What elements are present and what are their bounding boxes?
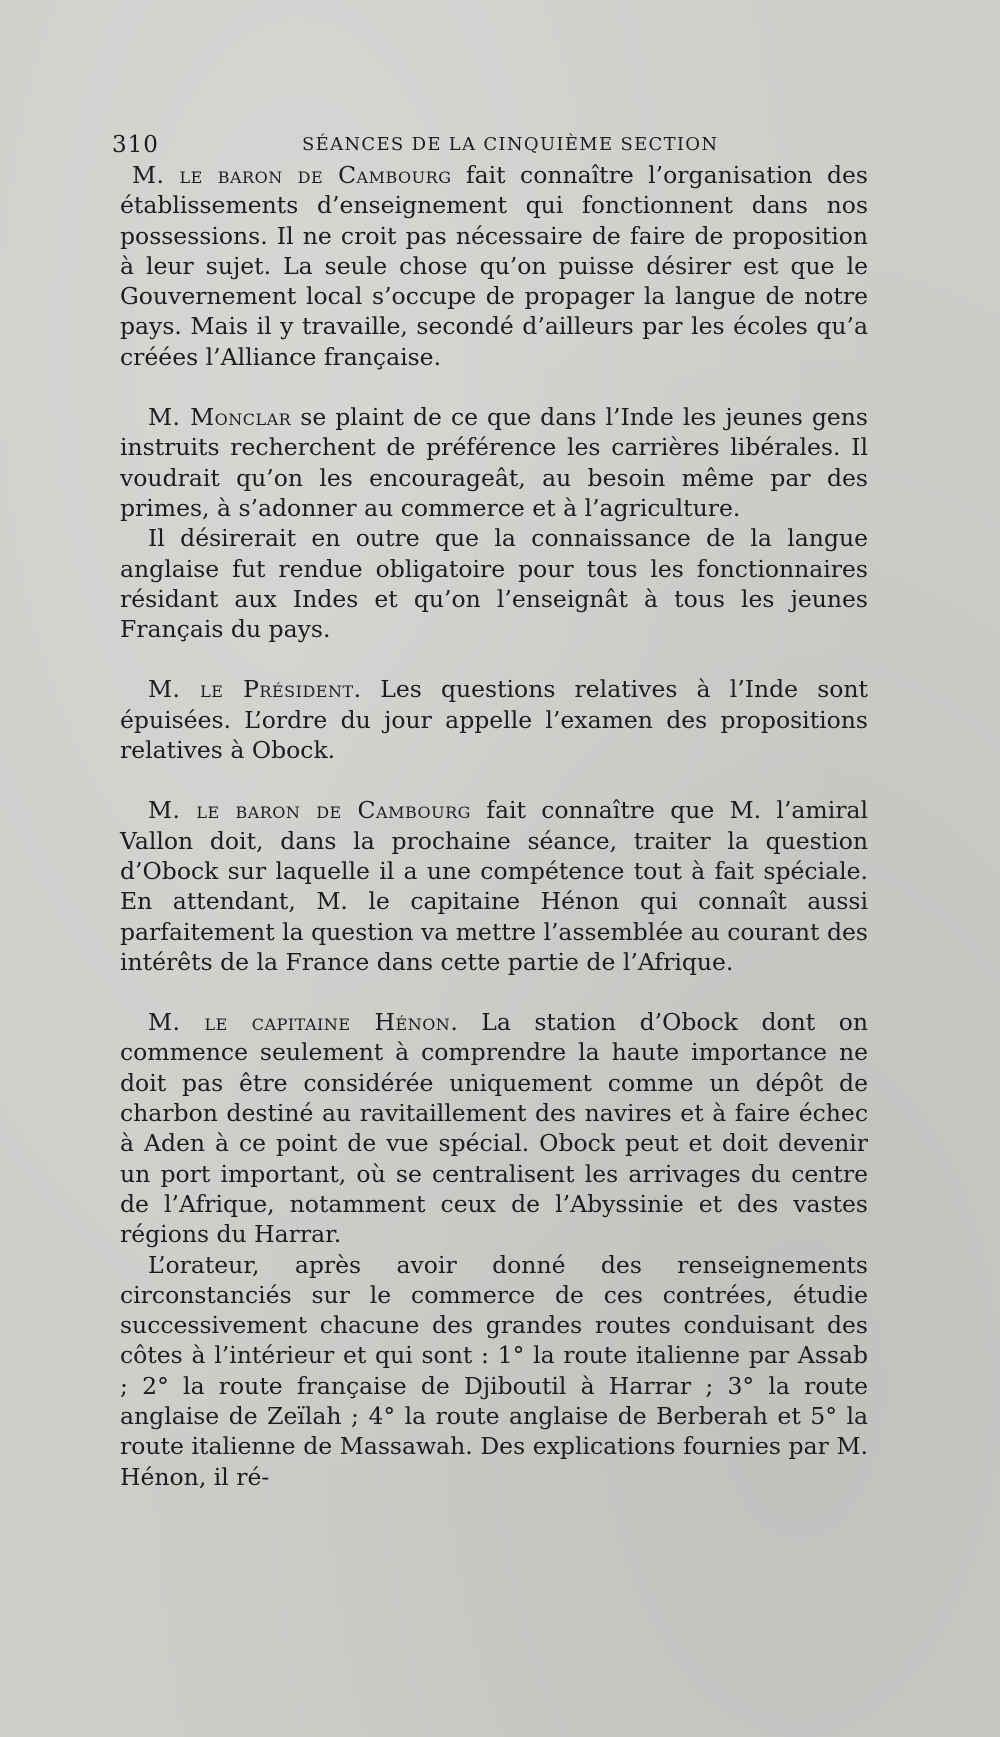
paragraph-text: fait connaître que M. l’amiral Vallon doit, dans la prochaine séance, traiter la question d’Obock sur laquelle il a une compétence tout à fait spéciale. En attendant, M. le capitaine Hénon qui connaît aussi parfaitement la question va mettre l’assemblée au courant des intérêts de la France dans cette partie de l’Afrique. xyxy=(120,796,868,976)
paragraph-text: L’orateur, après avoir donné des renseignements circonstanciés sur le commerce de ces contrées, étudie successivement chacune des grandes routes conduisant des côtes à l’intérieur et qui sont : 1° la route italienne par Assab ; 2° la route française de Djiboutil à Harrar ; 3° la route anglaise de Zeïlah ; 4° la route anglaise de Berberah et 5° la route italienne de Massawah. Des explications fournies par M. Hénon, il ré- xyxy=(120,1250,868,1491)
paragraph-cambourg-2 xyxy=(120,795,868,977)
page-number: 310 xyxy=(112,132,159,158)
paragraph-cambourg-1 xyxy=(120,160,868,372)
paragraph-text: fait connaître l’organisation des établissements d’enseignement qui fonctionnent dans nos possessions. Il ne croit pas nécessaire de faire de proposition à leur sujet. La seule chose qu’on puisse désirer est que le Gouvernement local s’occupe de propager la langue de notre pays. Mais il y travaille, secondé d’ailleurs par les écoles qu’a créées l’Alliance française. xyxy=(120,161,868,371)
paragraph-text: se plaint de ce que dans l’Inde les jeunes gens instruits recherchent de préférence les carrières libérales. Il voudrait qu’on les encourageât, au besoin même par des primes, à s’adonner au commerce et à l’agriculture. xyxy=(120,403,868,522)
speaker-name: M. le baron de Cambourg xyxy=(148,796,471,825)
paragraph-henon xyxy=(120,1007,868,1249)
speaker-name: M. Monclar xyxy=(148,403,292,432)
paragraph-text: . Les questions relatives à l’Inde sont épuisées. L’ordre du jour appelle l’examen des propositions relatives à Obock. xyxy=(120,675,868,765)
speaker-name: M. le baron de Cambourg xyxy=(132,161,452,189)
paragraph-orateur xyxy=(120,1250,868,1492)
speaker-name: M. le capitaine Hénon xyxy=(148,1008,451,1037)
paragraph-text: Il désirerait en outre que la connaissance de la langue anglaise fut rendue obligatoire pour tous les fonctionnaires résidant aux Indes et qu’on l’enseignât à tous les jeunes Français du pays. xyxy=(120,524,868,644)
paragraph-text: . La station d’Obock dont on commence seulement à comprendre la haute importance ne doit pas être considérée uniquement comme un dépôt de charbon destiné au ravitaillement des navires et à faire échec à Aden à ce point de vue spécial. Obock peut et doit devenir un port important, où se centralisent les arrivages du centre de l’Afrique, notamment ceux de l’Abyssinie et des vastes régions du Harrar. xyxy=(120,1008,868,1249)
body-text xyxy=(120,160,868,1492)
paragraph-president xyxy=(120,674,868,765)
speaker-name: M. le Président xyxy=(148,675,354,704)
section-title: SÉANCES DE LA CINQUIÈME SECTION xyxy=(302,134,719,155)
paragraph-monclar xyxy=(120,402,868,523)
paragraph-monclar-continued xyxy=(120,523,868,644)
